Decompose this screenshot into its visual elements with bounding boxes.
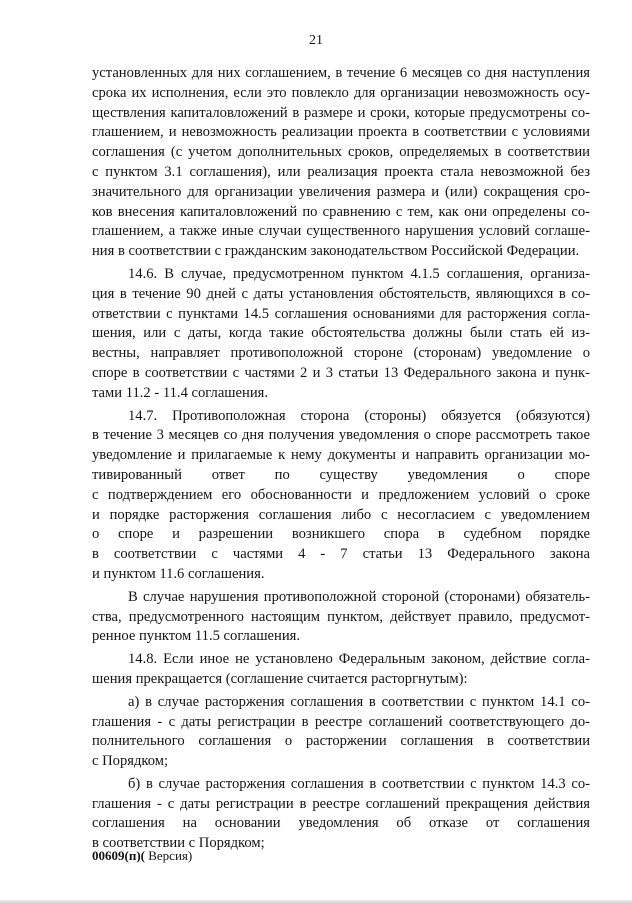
paragraph-line: тивированный ответ по существу уведомления о споре [92, 466, 590, 483]
paragraph [92, 64, 590, 262]
footer-document-code: 00609(п)( [92, 848, 145, 863]
document-body [92, 64, 590, 857]
paragraph-line: 14.7. Противоположная сторона (стороны) обязуется (обязуются) [128, 407, 590, 424]
paragraph-line: соглашения (с учетом дополнительных сроков, определяемых в соответствии [92, 144, 590, 161]
paragraph-line: срока их исполнения, если это повлекло для организации невозможность осу- [92, 84, 590, 101]
paragraph-line: ства, предусмотренного настоящим пунктом, действует правило, предусмот- [92, 608, 590, 625]
paragraph [92, 588, 590, 647]
paragraph [92, 265, 590, 404]
scan-edge-strip [0, 900, 632, 904]
paragraph [92, 650, 590, 690]
paragraph-line: тами 11.2 - 11.4 соглашения. [92, 384, 269, 401]
paragraph-line: а) в случае расторжения соглашения в соответствии с пунктом 14.1 со- [128, 693, 590, 710]
paragraph-line: глашением, а также иные случаи существенного нарушения условий соглаше- [92, 223, 590, 240]
paragraph-line: 14.6. В случае, предусмотренном пунктом 4.1.5 соглашения, организа- [128, 265, 590, 282]
paragraph-line: вестны, направляет противоположной стороне (сторонам) уведомление о [92, 345, 590, 362]
footer-version-label: Версия) [144, 848, 193, 863]
paragraph-line: соглашения на основании уведомления об отказе от соглашения [92, 815, 590, 832]
paragraph-line: полнительного соглашения о расторжении соглашения в соответствии [92, 733, 590, 750]
paragraph-line: глашения - с даты регистрации в реестре соглашений прекращения действия [92, 795, 590, 812]
paragraph-line: шения, или с даты, когда такие обстоятельства должны были стать ей из- [92, 325, 590, 342]
paragraph-line: установленных для них соглашением, в течение 6 месяцев со дня наступления [92, 65, 590, 81]
paragraph-line: с пунктом 3.1 соглашения), или реализация проекта стала невозможной без [92, 163, 590, 180]
paragraph-line: значительного для организации увеличения размера и (или) сокращения сро- [92, 183, 590, 200]
paragraph-line: и пунктом 11.6 соглашения. [92, 565, 265, 582]
paragraph-line: ния в соответствии с гражданским законодательством Российской Федерации. [92, 243, 580, 260]
paragraph-line: б) в случае расторжения соглашения в соответствии с пунктом 14.3 со- [128, 775, 590, 792]
paragraph-line: глашения - с даты регистрации в реестре соглашений соответствующего до- [92, 713, 590, 730]
paragraph-line: ков внесения капиталовложений по сравнению с тем, как они определены со- [92, 203, 590, 220]
page-number: 21 [309, 33, 323, 48]
paragraph-line: ция в течение 90 дней с даты установления обстоятельств, являющихся в со- [92, 285, 590, 302]
paragraph-line: в соответствии с частями 4 - 7 статьи 13 Федерального закона [92, 546, 590, 563]
paragraph [92, 775, 590, 854]
paragraph-line: с Порядком; [92, 753, 169, 770]
paragraph-line: о споре и разрешении возникшего спора в судебном порядке [92, 526, 590, 543]
paragraph-line: шения прекращается (соглашение считается расторгнутым): [92, 670, 468, 687]
paragraph-line: 14.8. Если иное не установлено Федеральным законом, действие согла- [128, 651, 590, 668]
paragraph-line: в соответствии с Порядком; [92, 835, 265, 852]
paragraph-line: споре в соответствии с частями 2 и 3 статьи 13 Федерального закона и пунк- [92, 364, 590, 381]
paragraph [92, 407, 590, 585]
paragraph-line: ответствии с пунктами 14.5 соглашения основаниями для расторжения согла- [92, 305, 590, 322]
paragraph-line: в течение 3 месяцев со дня получения уведомления о споре рассмотреть такое [92, 427, 590, 444]
paragraph-line: ществления капиталовложений в размере и сроки, которые предусмотрены со- [92, 104, 590, 121]
paragraph-line: ренное пунктом 11.5 соглашения. [92, 628, 301, 645]
paragraph [92, 693, 590, 772]
paragraph-line: В случае нарушения противоположной стороной (сторонами) обязатель- [128, 588, 590, 605]
paragraph-line: уведомление и прилагаемые к нему документы и направить организации мо- [92, 447, 590, 464]
document-footer [92, 848, 192, 864]
paragraph-line: и порядке расторжения соглашения либо с несогласием с уведомлением [92, 506, 590, 523]
paragraph-line: с подтверждением его обоснованности и предложением условий о сроке [92, 486, 590, 503]
paragraph-line: глашением, и невозможность реализации проекта в соответствии с условиями [92, 124, 590, 141]
